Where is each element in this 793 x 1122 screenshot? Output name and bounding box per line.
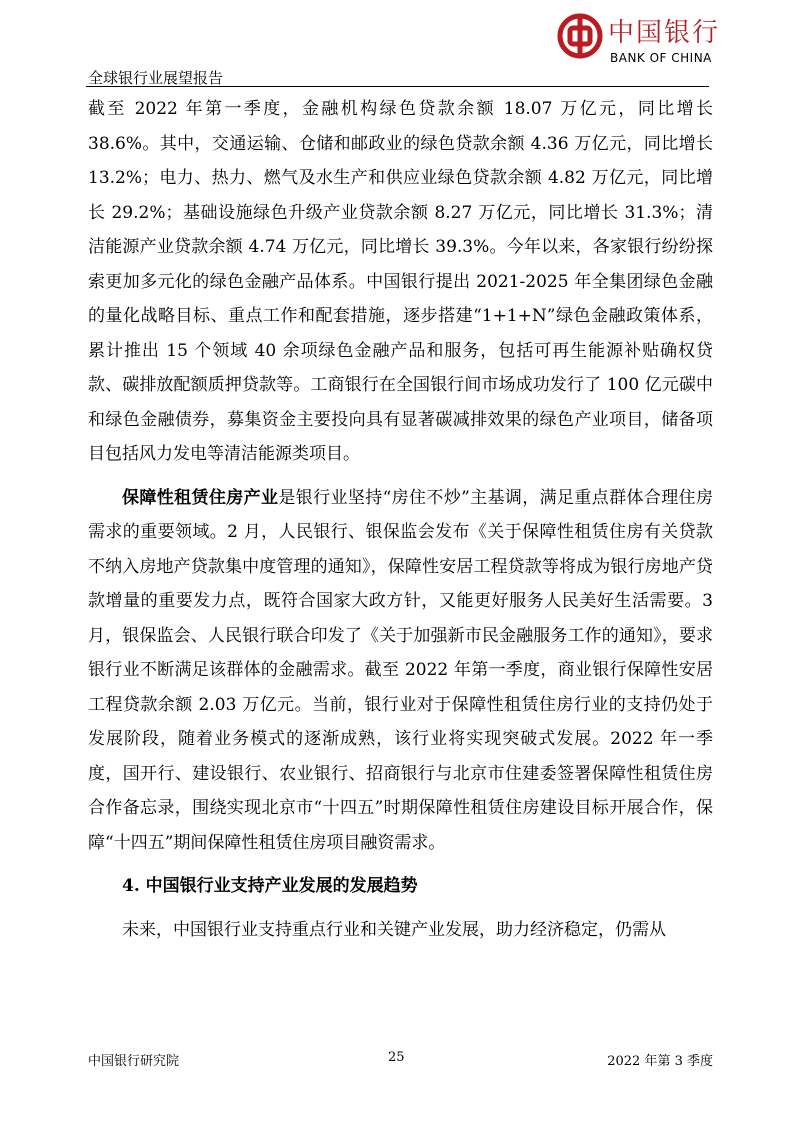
paragraph-body-text: 是银行业坚持“房住不炒”主基调，满足重点群体合理住房需求的重要领域。2 月，人民银行、银保监会发布《关于保障性租赁住房有关贷款不纳入房地产贷款集中度管理的通知》，保障性安居工程贷款等将成为银行房地产贷款增量的重要发力点，既符合国家大政方针，又能更好服务人民美好生活需要。3 月，银保监会、人民银行联合印发了《关于加强新市民金融服务工作的通知》，要求银行业不断满足该群体的金融需求。截至 2022 年第一季度，商业银行保障性安居工程贷款余额 2.03 万亿元。当前，银行业对于保障性租赁住房行业的支持仍处于发展阶段，随着业务模式的逐渐成熟，该行业将实现突破式发展。2022 年一季度，国开行、建设银行、农业银行、招商银行与北京市住建委签署保障性租赁住房合作备忘录，围绕实现北京市“十四五”时期保障性租赁住房建设目标开展合作，保障“十四五”期间保障性租赁住房项目融资需求。: [88, 487, 713, 853]
footer-period: 2022 年第 3 季度: [607, 1054, 713, 1069]
footer-institution: 中国银行研究院: [88, 1054, 180, 1069]
section-heading: 4. 中国银行业支持产业发展的发展趋势: [122, 876, 418, 896]
bank-logo: [556, 8, 721, 80]
main-content: [88, 92, 713, 947]
page-number: 25: [388, 1050, 405, 1065]
bank-of-china-emblem-icon: [556, 12, 604, 60]
logo-english-name: BANK OF CHINA: [610, 51, 712, 65]
paragraph-lead-bold: 保障性租赁住房产业: [122, 487, 279, 508]
header-divider: [86, 86, 709, 87]
paragraph-green-finance: 截至 2022 年第一季度，金融机构绿色贷款余额 18.07 万亿元，同比增长 38.6%。其中，交通运输、仓储和邮政业的绿色贷款余额 4.36 万亿元，同比增长 13.2%；电力、热力、燃气及水生产和供应业绿色贷款余额 4.82 万亿元，同比增长 29.2%；基础设施绿色升级产业贷款余额 8.27 万亿元，同比增长 31.3%；清洁能源产业贷款余额 4.74 万亿元，同比增长 39.3%。今年以来，各家银行纷纷探索更加多元化的绿色金融产品体系。中国银行提出 2021-2025 年全集团绿色金融的量化战略目标、重点工作和配套措施，逐步搭建“1+1+N”绿色金融政策体系，累计推出 15 个领域 40 余项绿色金融产品和服务，包括可再生能源补贴确权贷款、碳排放配额质押贷款等。工商银行在全国银行间市场成功发行了 100 亿元碳中和绿色金融债券，募集资金主要投向具有显著碳减排效果的绿色产业项目，储备项目包括风力发电等清洁能源类项目。: [88, 99, 713, 464]
report-title: 全球银行业展望报告: [88, 69, 224, 87]
paragraph-future-outlook: 未来，中国银行业支持重点行业和关键产业发展，助力经济稳定，仍需从: [122, 919, 666, 940]
paragraph-affordable-housing: [88, 481, 713, 861]
logo-chinese-name: 中国银行: [608, 18, 721, 48]
